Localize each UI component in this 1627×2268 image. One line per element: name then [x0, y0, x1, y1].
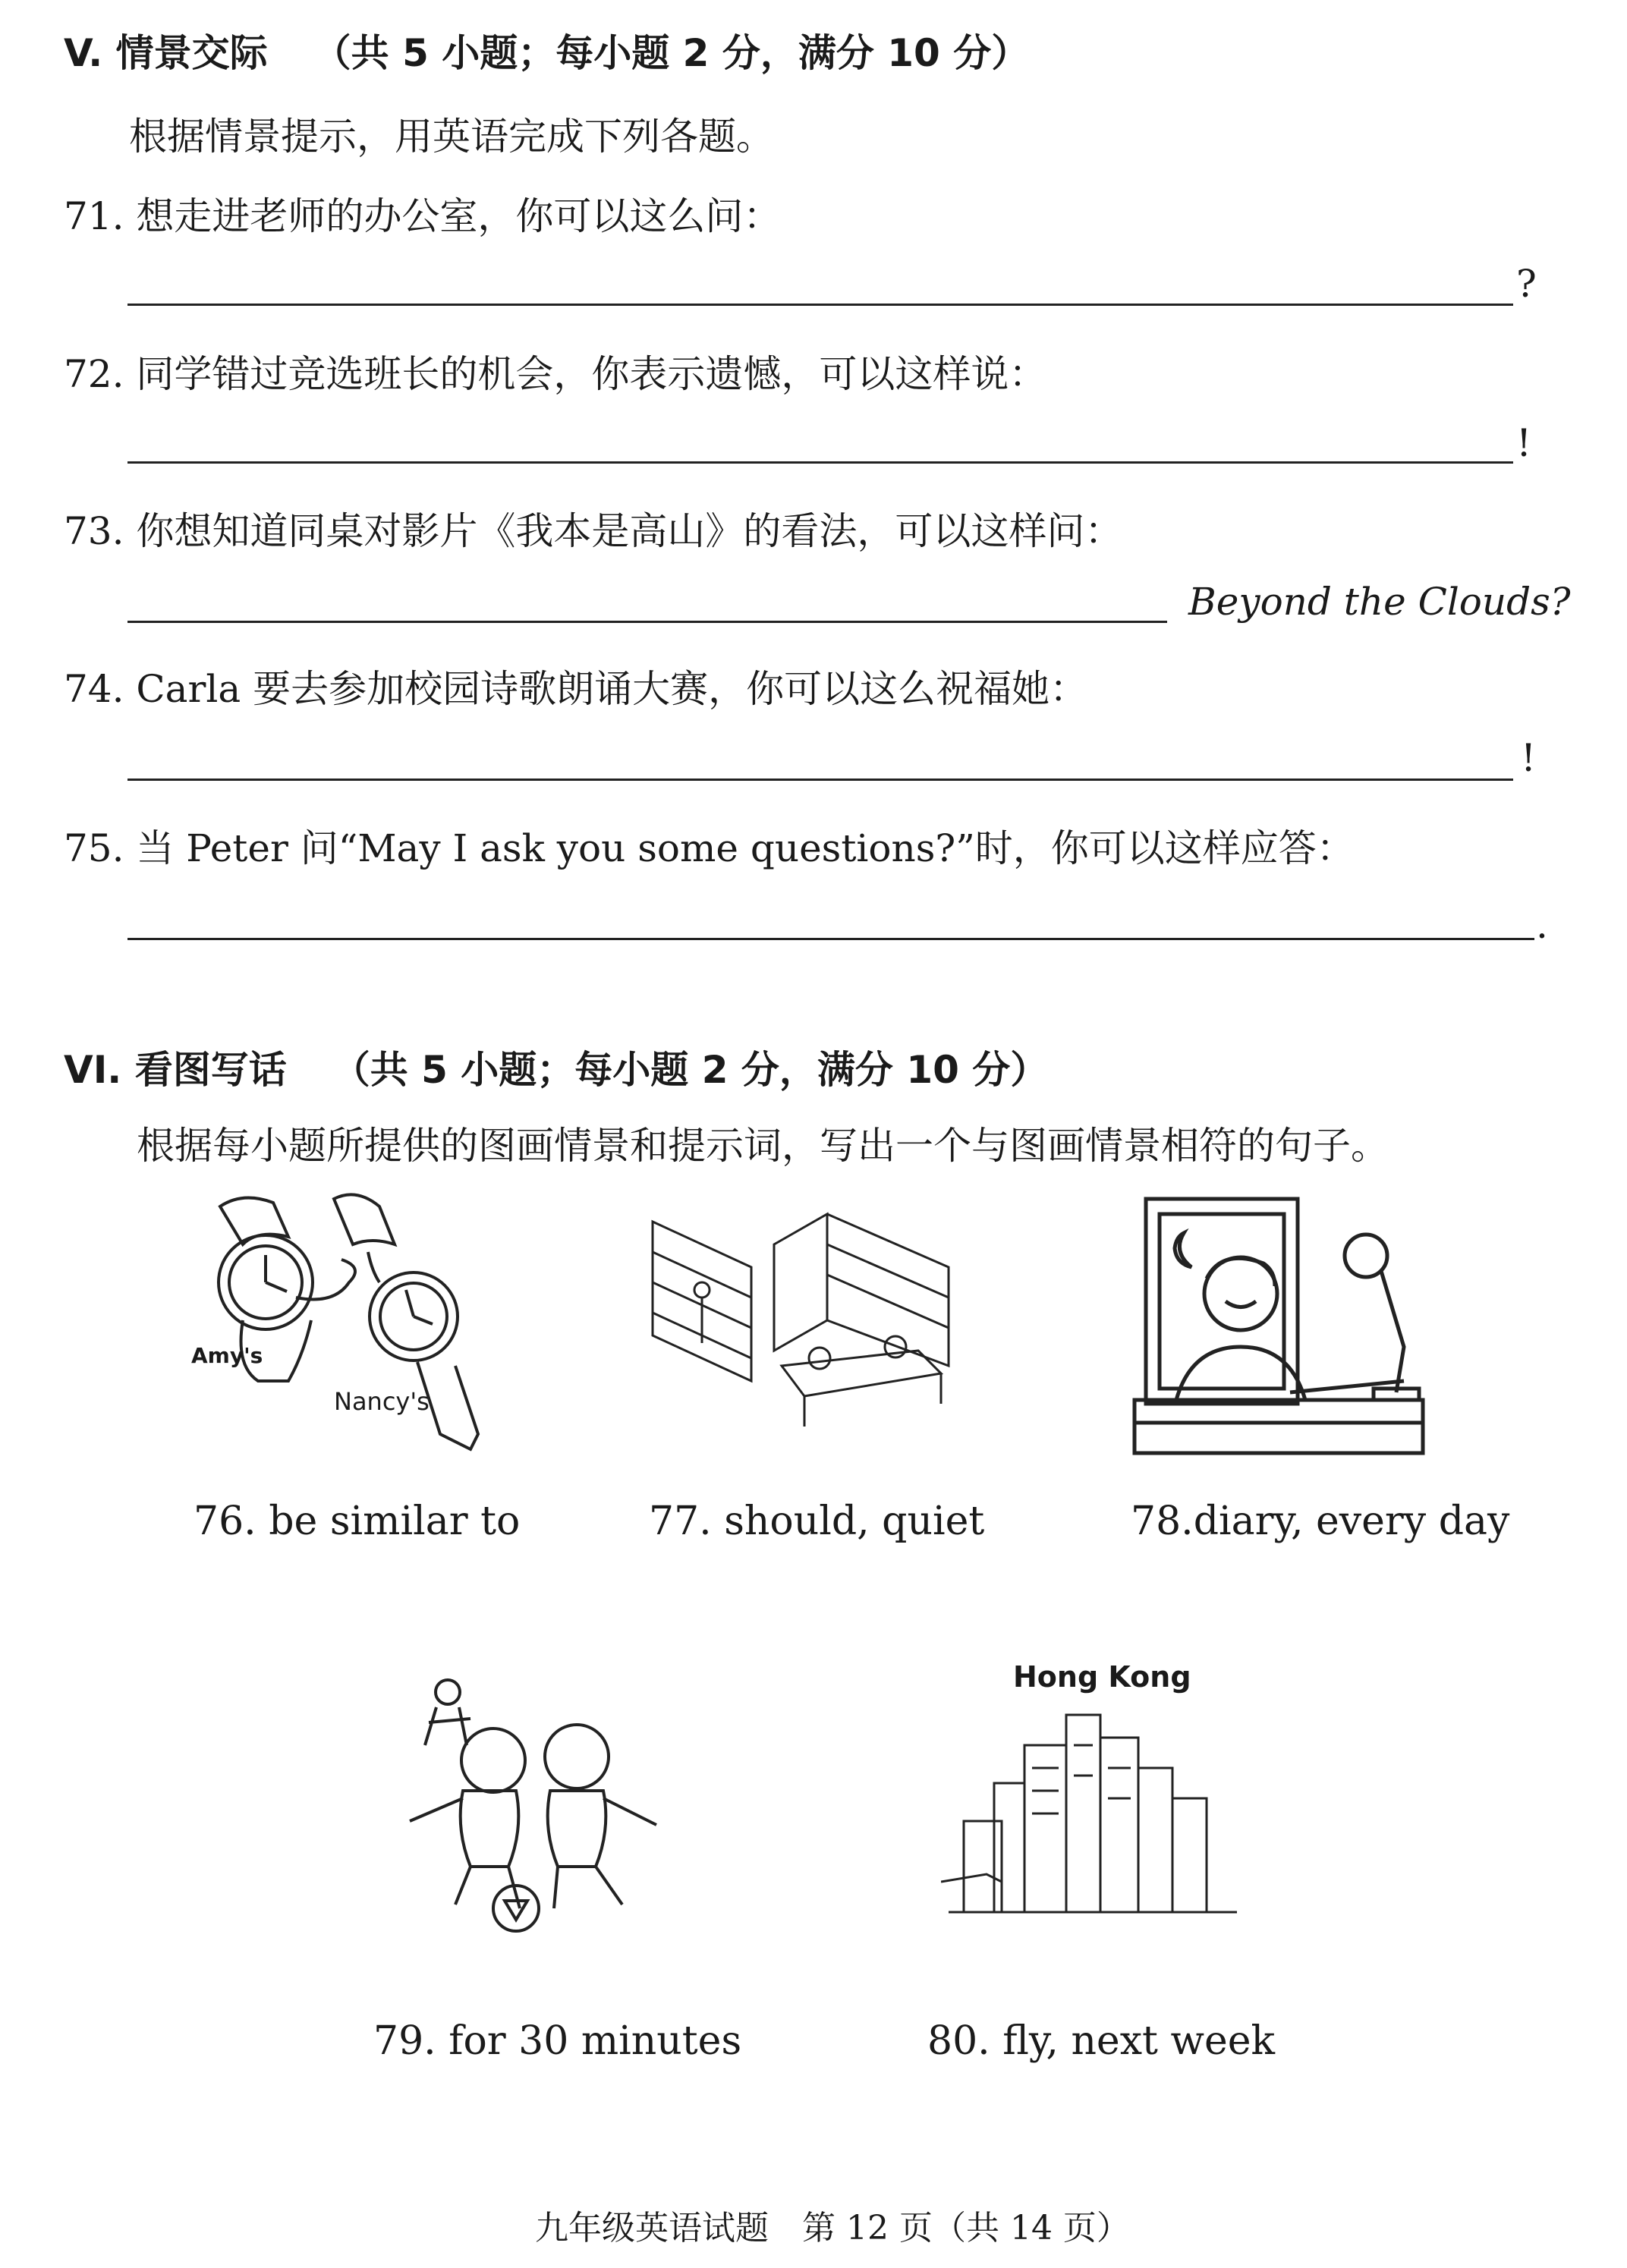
skyline-label: Hong Kong	[1013, 1660, 1191, 1694]
answer-line-71[interactable]	[127, 304, 1513, 306]
answer-line-73[interactable]	[127, 621, 1167, 623]
caption-76: 76. be similar to	[194, 1499, 521, 1544]
watch-label-nancy: Nancy's	[334, 1387, 430, 1416]
hong-kong-skyline-icon	[941, 1647, 1245, 1927]
section-5-instruction: 根据情景提示，用英语完成下列各题。	[129, 115, 774, 159]
boys-soccer-icon	[395, 1677, 675, 1935]
section-6-instruction: 根据每小题所提供的图画情景和提示词，写出一个与图画情景相符的句子。	[137, 1124, 1389, 1168]
question-72-prompt: 72. 同学错过竞选班长的机会，你表示遗憾，可以这样说：	[64, 352, 1047, 396]
section-6-heading	[64, 1040, 1048, 1094]
question-74-prompt: 74. Carla 要去参加校园诗歌朗诵大赛，你可以这么祝福她：	[64, 667, 1088, 711]
answer-line-74[interactable]	[127, 779, 1513, 781]
section-6-title: VI. 看图写话	[64, 1048, 287, 1092]
caption-80: 80. fly, next week	[927, 2018, 1276, 2064]
section-5-heading	[64, 23, 1029, 77]
question-75-end: .	[1536, 903, 1548, 947]
caption-79: 79. for 30 minutes	[373, 2018, 742, 2064]
question-71-end: ?	[1516, 262, 1537, 306]
question-72-end: !	[1516, 421, 1532, 465]
boy-writing-icon	[1131, 1195, 1434, 1461]
library-icon	[645, 1199, 956, 1434]
question-73-end: Beyond the Clouds?	[1188, 580, 1571, 624]
question-75-prompt: 75. 当 Peter 问“May I ask you some questions?”时，你可以这样应答：	[64, 826, 1355, 870]
page-footer: 九年级英语试题 第 12 页（共 14 页）	[535, 2209, 1130, 2248]
answer-line-75[interactable]	[127, 938, 1534, 940]
caption-78: 78.diary, every day	[1131, 1499, 1510, 1544]
watch-label-amy: Amy's	[191, 1343, 263, 1368]
section-5-title: V. 情景交际	[64, 31, 268, 75]
section-6-points: （共 5 小题；每小题 2 分，满分 10 分）	[332, 1048, 1049, 1092]
question-74-end: !	[1521, 736, 1537, 780]
section-5-points: （共 5 小题；每小题 2 分，满分 10 分）	[313, 31, 1030, 75]
caption-77: 77. should, quiet	[649, 1499, 985, 1544]
question-73-prompt: 73. 你想知道同桌对影片《我本是高山》的看法，可以这样问：	[64, 509, 1123, 553]
answer-line-72[interactable]	[127, 461, 1513, 464]
watches-icon	[190, 1191, 524, 1464]
question-71-prompt: 71. 想走进老师的办公室，你可以这么问：	[64, 194, 782, 238]
